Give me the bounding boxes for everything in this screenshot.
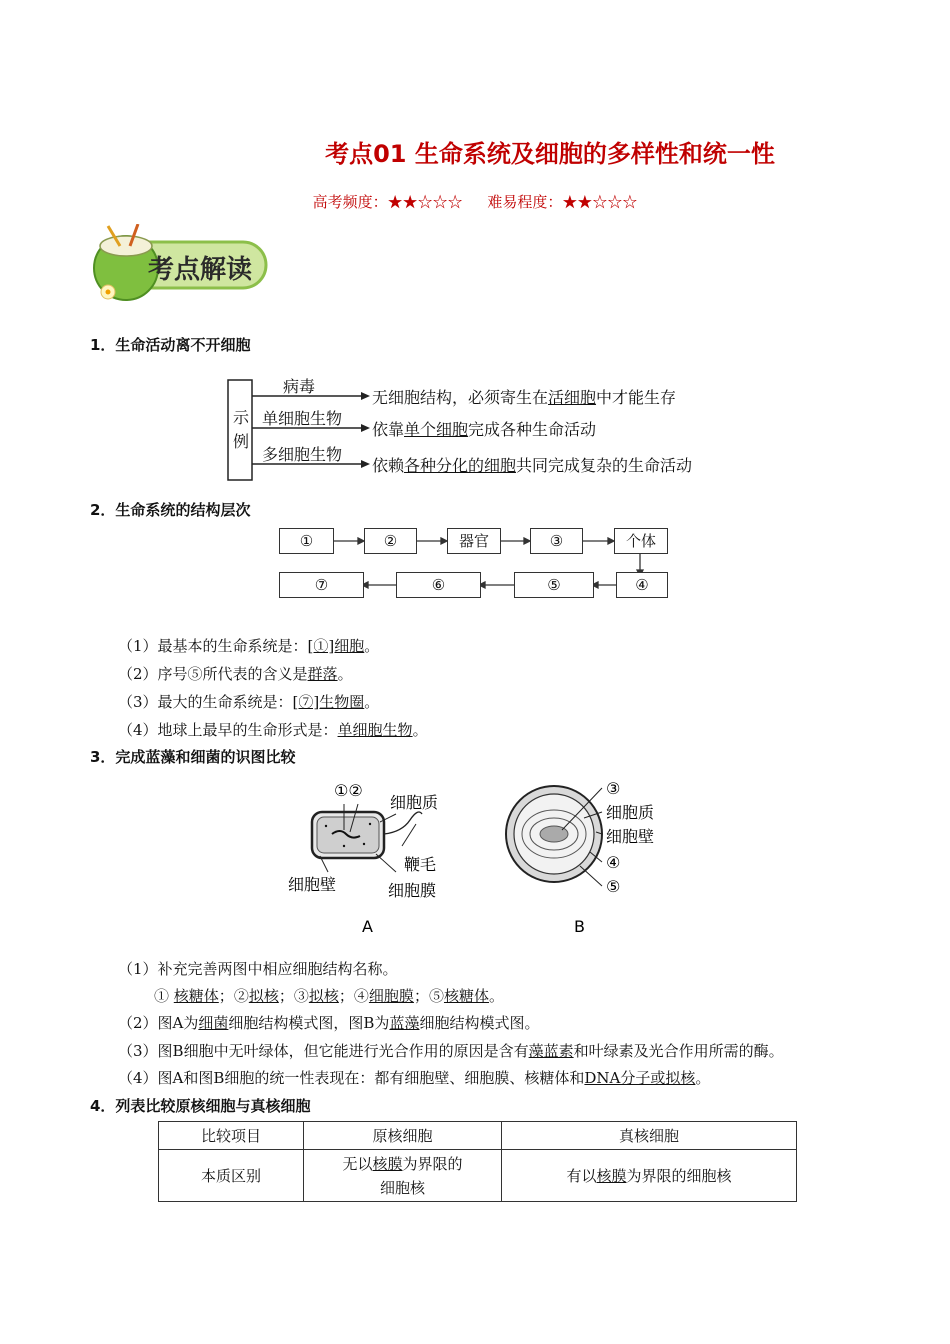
- svg-text:①②: ①②: [334, 781, 363, 800]
- prokaryote-cell: 无以核膜为界限的 细胞核: [304, 1150, 502, 1202]
- level-box: ⑥: [396, 572, 481, 598]
- level-box: ③: [530, 528, 583, 554]
- s3-q4: （4）图A和图B细胞的统一性表现在：都有细胞壁、细胞膜、核糖体和DNA分子或拟核。: [118, 1069, 711, 1087]
- table-header: 真核细胞: [502, 1122, 797, 1150]
- row-multicellular-desc: 依赖各种分化的细胞共同完成复杂的生命活动: [372, 456, 693, 475]
- page-title: 考点01 生命系统及细胞的多样性和统一性: [325, 140, 775, 168]
- svg-text:细胞壁: 细胞壁: [606, 827, 655, 846]
- svg-text:细胞质: 细胞质: [390, 793, 439, 812]
- svg-text:考点解读: 考点解读: [148, 255, 253, 285]
- section-1-heading: 1．生命活动离不开细胞: [90, 336, 251, 354]
- level-box: ②: [364, 528, 417, 554]
- s3-q2: （2）图A为细菌细胞结构模式图，图B为蓝藻细胞结构模式图。: [118, 1014, 540, 1032]
- svg-text:B: B: [574, 917, 585, 936]
- level-box: 器官: [447, 528, 501, 554]
- s2-q4: （4）地球上最早的生命形式是：单细胞生物。: [118, 721, 428, 739]
- cyanobacteria-figure: [506, 779, 654, 936]
- cell-figures: [284, 774, 674, 940]
- level-box: ⑦: [279, 572, 364, 598]
- s3-answers: ① 核糖体；②拟核；③拟核；④细胞膜；⑤核糖体。: [154, 987, 504, 1005]
- svg-text:⑤: ⑤: [606, 877, 621, 896]
- frequency-rating: 高考频度：★★☆☆☆: [312, 193, 463, 211]
- example-label: 示 例: [233, 408, 250, 451]
- row-virus-desc: 无细胞结构，必须寄生在活细胞中才能生存: [372, 388, 677, 407]
- svg-text:A: A: [362, 917, 373, 936]
- life-examples-diagram: [226, 376, 746, 486]
- s2-q1: （1）最基本的生命系统是：[①]细胞。: [118, 637, 380, 655]
- row-virus-label: 病毒: [283, 377, 316, 396]
- level-box: ④: [616, 572, 668, 598]
- svg-text:细胞膜: 细胞膜: [388, 881, 437, 900]
- section-badge: [86, 224, 276, 302]
- table-header: 原核细胞: [304, 1122, 502, 1150]
- row-unicellular-desc: 依靠单个细胞完成各种生命活动: [372, 420, 597, 439]
- s2-q2: （2）序号⑤所代表的含义是群落。: [118, 665, 353, 683]
- comparison-table: [158, 1121, 797, 1202]
- svg-text:③: ③: [606, 779, 621, 798]
- level-box: ①: [279, 528, 334, 554]
- svg-text:细胞质: 细胞质: [606, 803, 655, 822]
- table-header: 比较项目: [159, 1122, 304, 1150]
- section-2-heading: 2．生命系统的结构层次: [90, 501, 251, 519]
- row-multicellular-label: 多细胞生物: [262, 445, 343, 464]
- frequency-line: [0, 191, 950, 212]
- level-box: 个体: [614, 528, 668, 554]
- bacteria-figure: [288, 781, 438, 936]
- hierarchy-diagram: [278, 526, 674, 606]
- svg-text:④: ④: [606, 853, 621, 872]
- s3-q1: （1）补充完善两图中相应细胞结构名称。: [118, 960, 398, 978]
- svg-text:细胞壁: 细胞壁: [288, 875, 337, 894]
- level-box: ⑤: [514, 572, 594, 598]
- eukaryote-cell: 有以核膜为界限的细胞核: [502, 1150, 797, 1202]
- flower-icon: [101, 285, 115, 299]
- s2-q3: （3）最大的生命系统是：[⑦]生物圈。: [118, 693, 380, 711]
- row-unicellular-label: 单细胞生物: [262, 409, 343, 428]
- svg-text:鞭毛: 鞭毛: [404, 855, 437, 874]
- s3-q3: （3）图B细胞中无叶绿体，但它能进行光合作用的原因是含有藻蓝素和叶绿素及光合作用所需的酶。: [118, 1042, 784, 1060]
- difficulty-rating: 难易程度：★★☆☆☆: [487, 193, 638, 211]
- section-3-heading: 3．完成蓝藻和细菌的识图比较: [90, 748, 296, 766]
- section-4-heading: 4．列表比较原核细胞与真核细胞: [90, 1097, 311, 1115]
- table-row-label: 本质区别: [159, 1150, 304, 1202]
